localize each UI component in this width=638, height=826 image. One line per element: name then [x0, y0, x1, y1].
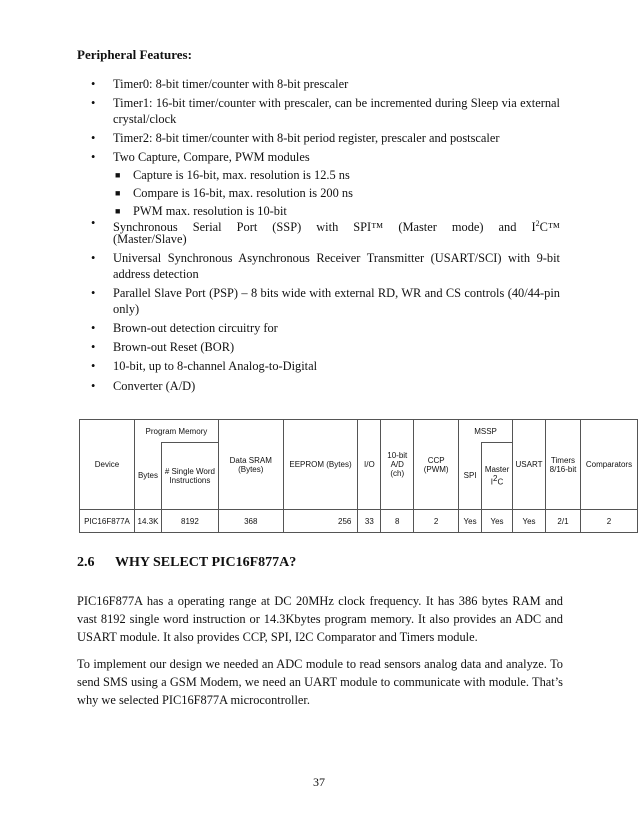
bullet-icon: •: [91, 215, 96, 230]
paragraph-reason: To implement our design we needed an ADC module to read sensors analog data and analyze. To send SMS using a GSM Modem, we need an UART module to communicate with module. That’s why we selected PIC16F877A microcontroller.: [77, 657, 563, 707]
bullet-icon: •: [91, 131, 96, 146]
square-bullet-icon: ■: [115, 188, 121, 199]
list-item: [90, 340, 560, 356]
cell-usart: Yes: [513, 510, 546, 533]
list-item: [90, 131, 560, 147]
section-number: 2.6: [77, 555, 95, 570]
list-item: [90, 77, 560, 93]
comparators-header: Comparators: [580, 420, 637, 510]
list-item: [90, 321, 560, 337]
bullet-icon: •: [91, 340, 96, 355]
paragraph-overview: PIC16F877A has a operating range at DC 20MHz clock frequency. It has 386 bytes RAM and vast 8192 single word instruction or 14.3Kbytes program memory. It also provides an ADC and USART module. It also provides CCP, SPI, I2C Comparator and Timers module.: [77, 594, 563, 644]
ccp-header: CCP (PWM): [414, 420, 459, 510]
square-bullet-icon: ■: [115, 170, 121, 181]
feature-text: Converter (A/D): [113, 378, 196, 393]
cell-eeprom: 256: [283, 510, 358, 533]
master-i2c-header: Master $I^2C$: [482, 443, 513, 510]
eeprom-header: EEPROM (Bytes): [283, 420, 358, 510]
cell-ad: 8: [381, 510, 414, 533]
ad-header: 10-bit A/D (ch): [381, 420, 414, 510]
device-header: Device: [80, 420, 135, 510]
bullet-icon: •: [91, 77, 96, 91]
spi-header: SPI: [459, 443, 482, 510]
sram-header: Data SRAM (Bytes): [218, 420, 283, 510]
sub-list-item: [113, 186, 560, 202]
timers-header: Timers 8/16-bit: [546, 420, 581, 510]
sub-list-item: [113, 168, 560, 184]
list-item: [90, 150, 560, 220]
usart-header: USART: [513, 420, 546, 510]
cell-comparators: 2: [580, 510, 637, 533]
ssp-text-end: C™: [539, 220, 560, 235]
list-item: [90, 286, 560, 318]
bullet-icon: •: [91, 286, 96, 301]
feature-text: Brown-out detection circuitry for: [113, 321, 278, 335]
feature-text: 10-bit, up to 8-channel Analog-to-Digital: [113, 359, 318, 374]
page-number: 37: [313, 775, 325, 789]
list-item: [90, 96, 560, 128]
list-item: [90, 251, 560, 283]
cell-ccp: 2: [414, 510, 459, 533]
feature-text: Two Capture, Compare, PWM modules: [113, 150, 310, 165]
cell-master: Yes: [482, 510, 513, 533]
bullet-icon: •: [91, 321, 96, 335]
list-item: [90, 216, 560, 248]
ssp-text: Synchronous Serial Port (SSP) with SPI™ (Master mode) and I: [113, 220, 536, 235]
sub-list: [113, 168, 560, 220]
device-spec-table: [79, 419, 638, 533]
superscript: 2: [535, 218, 540, 228]
feature-text: Brown-out Reset (BOR): [113, 340, 235, 355]
single-word-header: # Single Word Instructions: [161, 443, 218, 510]
feature-text: Timer0: 8-bit timer/counter with 8-bit prescaler: [113, 77, 349, 91]
feature-text: Universal Synchronous Asynchronous Receiver Transmitter (USART/SCI) with 9-bit address detection: [113, 251, 560, 281]
mssp-group-header: MSSP: [459, 420, 513, 443]
section-title: WHY SELECT PIC16F877A?: [115, 555, 297, 570]
program-memory-group-header: Program Memory: [134, 420, 218, 443]
bytes-header: Bytes: [134, 443, 161, 510]
feature-text: Parallel Slave Port (PSP) – 8 bits wide with external RD, WR and CS controls (40/44-pin only): [113, 286, 560, 316]
section-heading: [77, 555, 296, 571]
square-bullet-icon: ■: [115, 206, 121, 217]
cell-spi: Yes: [459, 510, 482, 533]
table-group-header-row: [80, 420, 638, 443]
list-item: [90, 379, 560, 395]
bullet-icon: •: [91, 251, 96, 266]
sub-feature-text: Capture is 16-bit, max. resolution is 12.5 ns: [133, 168, 350, 183]
peripheral-features-heading: Peripheral Features:: [77, 47, 192, 62]
cell-single-word: 8192: [161, 510, 218, 533]
bullet-icon: •: [91, 359, 96, 374]
sub-feature-text: PWM max. resolution is 10-bit: [133, 204, 287, 219]
bullet-icon: •: [91, 96, 96, 111]
peripheral-features-list: [90, 77, 560, 398]
feature-text-continued: (Master/Slave): [113, 231, 187, 246]
list-item: [90, 359, 560, 375]
cell-timers: 2/1: [546, 510, 581, 533]
cell-io: 33: [358, 510, 381, 533]
cell-sram: 368: [218, 510, 283, 533]
table-row: [80, 510, 638, 533]
feature-text: Timer2: 8-bit timer/counter with 8-bit period register, prescaler and postscaler: [113, 131, 500, 146]
cell-bytes: 14.3K: [134, 510, 161, 533]
sub-feature-text: Compare is 16-bit, max. resolution is 200 ns: [133, 186, 353, 201]
feature-text: Timer1: 16-bit timer/counter with prescaler, can be incremented during Sleep via external crystal/clock: [113, 96, 560, 126]
bullet-icon: •: [91, 150, 96, 165]
bullet-icon: •: [91, 378, 96, 393]
cell-device: PIC16F877A: [80, 510, 135, 533]
io-header: I/O: [358, 420, 381, 510]
